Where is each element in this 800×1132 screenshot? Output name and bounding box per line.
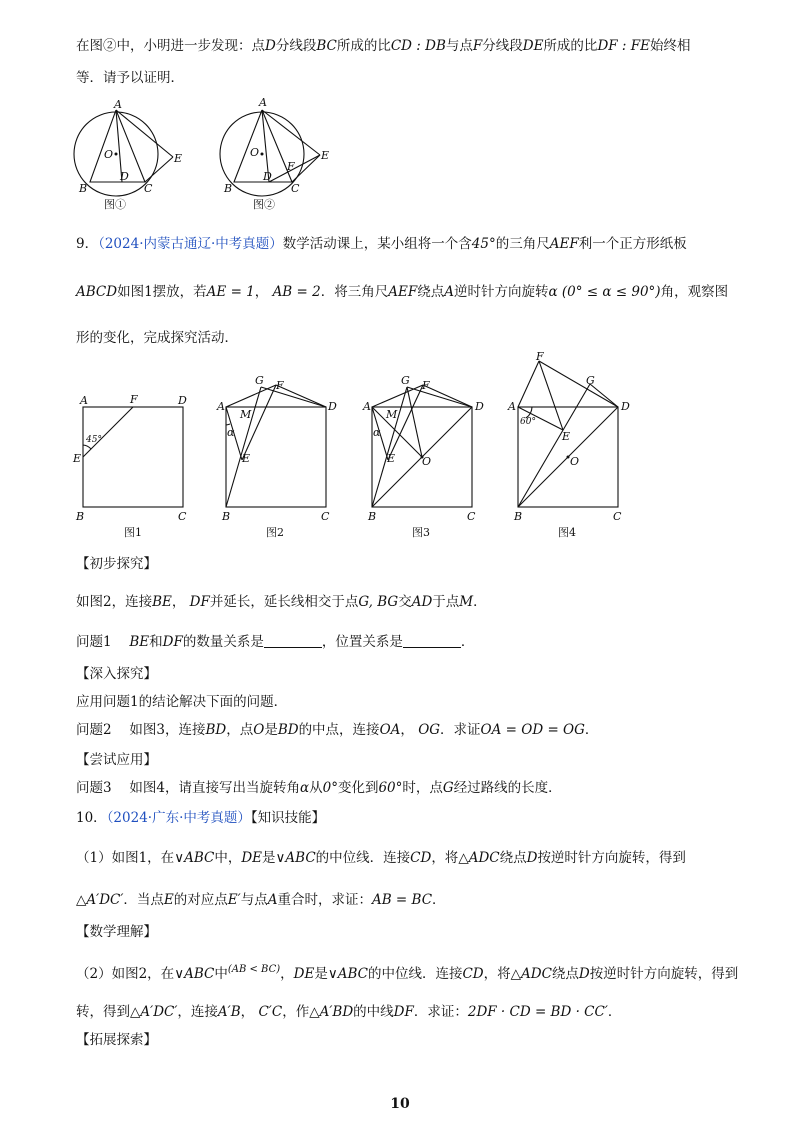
text: 是	[314, 966, 328, 982]
label-45: 45°	[86, 435, 102, 445]
text: 与点	[240, 892, 268, 908]
label-o: O	[422, 455, 432, 468]
text: ，作	[282, 1004, 310, 1020]
math: 60°	[378, 780, 403, 796]
text: 数学活动课上，某小组将一个含	[282, 236, 472, 252]
text: （2）如图2，在	[76, 966, 175, 982]
label-b: B	[79, 182, 88, 195]
label-b: B	[514, 510, 523, 523]
label-g: G	[401, 374, 410, 387]
label-o: O	[104, 148, 114, 161]
math: M	[459, 594, 474, 610]
math: D	[526, 850, 538, 866]
math: DF	[393, 1004, 414, 1020]
math: G, BG	[358, 594, 399, 610]
label-alpha: α	[227, 426, 235, 439]
text: ，连接	[177, 1004, 218, 1020]
text: 从	[309, 780, 323, 796]
q9-apply-line: 应用问题1的结论解决下面的问题．	[76, 694, 288, 710]
math: G	[442, 780, 454, 796]
text: 绕点	[499, 850, 527, 866]
math: F	[472, 38, 483, 54]
math: A	[267, 892, 278, 908]
math: C′C	[258, 1004, 283, 1020]
label-o: O	[570, 455, 580, 468]
text: 分线段	[275, 38, 317, 54]
math: α (0° ≤ α ≤ 90°)	[548, 284, 661, 300]
text: 问题1	[76, 634, 112, 650]
label-d: D	[328, 400, 337, 413]
label-f: F	[536, 352, 544, 363]
label-b: B	[76, 510, 85, 523]
text: 的数量关系是	[182, 634, 264, 650]
label-f: F	[130, 393, 138, 406]
label-d: D	[621, 400, 630, 413]
section-heading: 【知识技能】	[250, 810, 326, 826]
text: 始终相	[649, 38, 691, 54]
caption-fig: 图3	[412, 526, 430, 539]
text: ．	[432, 892, 446, 908]
text: 交	[398, 594, 412, 610]
math: A′B	[217, 1004, 241, 1020]
text: 按逆时针方向旋转，得到	[537, 850, 686, 866]
math: α	[299, 780, 310, 796]
text: 并延长，延长线相交于点	[209, 594, 359, 610]
text: ．	[460, 634, 475, 650]
text: 转，得到	[76, 1004, 130, 1020]
label-c: C	[321, 510, 330, 523]
label-a: A	[114, 98, 122, 111]
q10-line-5: 转，得到△A′DC′，连接A′B， C′C，作△A′BD的中线DF．求证：2DF · CD = BD · CC′．	[76, 1004, 622, 1020]
label-alpha: α	[373, 426, 381, 439]
question-number: 9．	[76, 236, 99, 252]
q9-problem-3	[76, 778, 760, 798]
text: ．将三角尺	[320, 284, 389, 300]
q9-line-2: ABCD如图1摆放，若AE = 1， AB = 2．将三角尺AEF绕点A逆时针方向旋转α (0° ≤ α ≤ 90°)角，观察图	[76, 284, 729, 300]
label-m: M	[240, 408, 252, 421]
text: 的中点，连接	[298, 722, 380, 738]
caption-fig: 图2	[266, 526, 284, 539]
label-f: F	[287, 160, 295, 173]
label-d: D	[178, 394, 187, 407]
text: ，将	[483, 966, 511, 982]
label-a: A	[259, 96, 267, 109]
label-o: O	[250, 146, 260, 159]
question-number: 10．	[76, 810, 107, 826]
text: 时，点	[402, 780, 443, 796]
text: 于点	[432, 594, 460, 610]
math: DE	[241, 850, 263, 866]
math: AB = 2	[272, 284, 321, 300]
text: ，点	[226, 722, 254, 738]
q9-problem-1	[76, 632, 760, 652]
q10-line-1	[76, 808, 760, 828]
math: BE	[129, 634, 150, 650]
math: ∨ABC	[174, 850, 215, 866]
math: 0°	[322, 780, 338, 796]
question-source: （2024·内蒙古通辽·中考真题）	[98, 236, 283, 252]
label-e: E	[321, 149, 330, 162]
text: 如图1摆放，若	[117, 284, 207, 300]
text: 是	[264, 722, 278, 738]
math: (AB < BC)	[227, 964, 281, 975]
label-e: E	[174, 152, 183, 165]
label-e: E	[387, 452, 396, 465]
section-heading: 【数学理解】	[76, 924, 157, 940]
label-b: B	[222, 510, 231, 523]
page-number: 10	[390, 1096, 410, 1112]
text: 绕点	[551, 966, 579, 982]
label-e: E	[562, 430, 571, 443]
text: 的中线	[353, 1004, 394, 1020]
q10-line-3	[76, 890, 760, 910]
math: D	[578, 966, 590, 982]
math: DF : FE	[597, 38, 650, 54]
text: 的三角尺	[495, 236, 550, 252]
math: BE	[152, 594, 172, 610]
math: AD	[411, 594, 433, 610]
label-a: A	[80, 394, 88, 407]
text: 问题3 如图4，请直接写出当旋转角	[76, 780, 300, 796]
text: ．当点	[123, 892, 164, 908]
label-a: A	[508, 400, 516, 413]
math: E	[163, 892, 174, 908]
math: AE = 1	[206, 284, 255, 300]
text: 的对应点	[173, 892, 228, 908]
text: 的中位线．连接	[367, 966, 463, 982]
text: ，位置关系是	[321, 634, 403, 650]
label-e: E	[73, 452, 82, 465]
label-c: C	[613, 510, 622, 523]
math: A	[444, 284, 454, 300]
text: 按逆时针方向旋转，得到	[589, 966, 739, 982]
question-source: （2024·广东·中考真题）	[106, 810, 251, 826]
math: CD	[462, 966, 484, 982]
math: DF	[162, 634, 183, 650]
math: DF	[189, 594, 210, 610]
label-d: D	[120, 170, 129, 183]
caption-fig: 图4	[558, 526, 576, 539]
text: （1）如图1，在	[76, 850, 175, 866]
text: ．求证：	[413, 1004, 468, 1020]
math: D	[265, 38, 276, 54]
label-g: G	[255, 374, 264, 387]
label-c: C	[467, 510, 476, 523]
label-c: C	[291, 182, 300, 195]
q9-explore-line: 如图2，连接BE， DF并延长，延长线相交于点G, BG交AD于点M．	[76, 594, 487, 610]
math: △A′DC′	[130, 1004, 178, 1020]
math: △A′BD	[309, 1004, 354, 1020]
text: 所成的比	[543, 38, 598, 54]
label-a: A	[217, 400, 225, 413]
text: ．	[607, 1004, 622, 1020]
text: 角，观察图	[660, 284, 729, 300]
text: 的中位线．连接	[315, 850, 411, 866]
label-e: E	[242, 452, 251, 465]
math: △ADC	[510, 966, 552, 982]
answer-blank[interactable]	[264, 633, 322, 648]
math: AEF	[388, 284, 418, 300]
text: 所成的比	[336, 38, 391, 54]
label-b: B	[368, 510, 377, 523]
math: ∨ABC	[327, 966, 368, 982]
math: △ADC	[458, 850, 500, 866]
text: ，	[280, 966, 294, 982]
math: CD	[410, 850, 432, 866]
section-heading: 【初步探究】	[76, 556, 157, 572]
text: ．求证	[440, 722, 481, 738]
math: 2DF · CD = BD · CC′	[467, 1004, 608, 1020]
section-heading: 【深入探究】	[76, 666, 157, 682]
intro-line-2: 等．请予以证明．	[76, 70, 184, 86]
math: BD	[277, 722, 299, 738]
label-a: A	[363, 400, 371, 413]
answer-blank[interactable]	[403, 633, 461, 648]
text: 经过路线的长度．	[453, 780, 562, 796]
math: ∨ABC	[174, 966, 215, 982]
q9-problem-2: 问题2 如图3，连接BD，点O是BD的中点，连接OA， OG．求证OA = OD = OG．	[76, 722, 599, 738]
math: ABCD	[76, 284, 118, 300]
label-m: M	[386, 408, 398, 421]
math: DE	[293, 966, 315, 982]
text: 重合时，求证：	[277, 892, 372, 908]
caption-fig2: 图②	[253, 198, 275, 211]
label-f: F	[276, 379, 284, 392]
section-heading: 【尝试应用】	[76, 752, 157, 768]
math: O	[253, 722, 265, 738]
math: CD : DB	[390, 38, 446, 54]
text: ，将	[431, 850, 459, 866]
math: BD	[205, 722, 227, 738]
math: OA = OD = OG	[480, 722, 585, 738]
math: BC	[316, 38, 337, 54]
text: 利一个正方形纸板	[578, 236, 687, 252]
caption-fig: 图1	[124, 526, 142, 539]
label-c: C	[178, 510, 187, 523]
text: 逆时针方向旋转	[453, 284, 549, 300]
math: OG	[418, 722, 441, 738]
caption-fig1: 图①	[104, 198, 126, 211]
text: 和	[149, 634, 163, 650]
math: △A′DC′	[76, 892, 124, 908]
label-c: C	[144, 182, 153, 195]
text: 问题2 如图3，连接	[76, 722, 206, 738]
text: 中	[214, 966, 228, 982]
math: DE	[522, 38, 544, 54]
math: ∨ABC	[275, 850, 316, 866]
math: 45°	[471, 236, 496, 252]
text: 分线段	[482, 38, 523, 54]
label-d: D	[475, 400, 484, 413]
label-f: F	[422, 379, 430, 392]
text: 如图2，连接	[76, 594, 153, 610]
q10-line-2	[76, 848, 760, 868]
circle-figures	[70, 96, 350, 214]
label-g: G	[586, 374, 595, 387]
math: E′	[227, 892, 241, 908]
label-60: 60°	[520, 417, 536, 427]
text: 是	[262, 850, 276, 866]
text: 在图②中，小明进一步发现：点	[76, 38, 265, 54]
text: 与点	[445, 38, 473, 54]
text: 变化到	[337, 780, 379, 796]
text: 中，	[214, 850, 242, 866]
math: OA	[379, 722, 401, 738]
q9-line-3: 形的变化，完成探究活动．	[76, 330, 238, 346]
math: AB = BC	[371, 892, 433, 908]
text: 绕点	[417, 284, 445, 300]
label-d: D	[263, 170, 272, 183]
intro-line-1	[76, 36, 760, 56]
q10-line-4	[76, 960, 760, 984]
square-figures	[66, 352, 656, 540]
label-b: B	[224, 182, 233, 195]
section-heading: 【拓展探索】	[76, 1032, 157, 1048]
q9-line-1	[76, 234, 760, 254]
math: AEF	[549, 236, 579, 252]
